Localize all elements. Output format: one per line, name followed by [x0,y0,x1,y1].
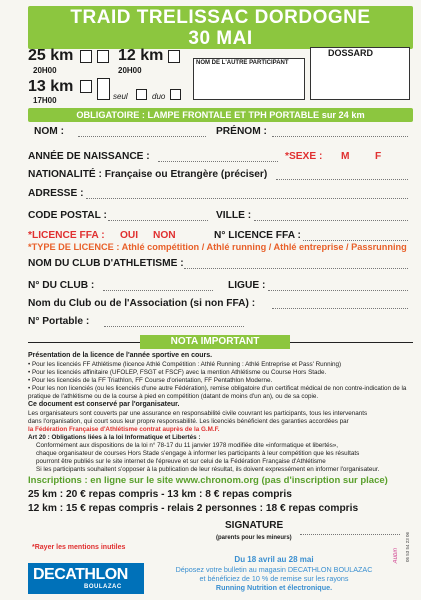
ligue-label: LIGUE : [228,280,266,291]
checkbox-12km[interactable] [97,50,109,63]
distance-12km-time: 20H00 [118,66,142,75]
licence-non-option[interactable]: NON [153,230,176,241]
distance-12km-label: 12 km [118,47,164,64]
club-asso-field[interactable] [272,308,408,309]
adresse-field[interactable] [86,198,408,199]
checkbox-12km-right[interactable] [168,50,180,63]
promo-line-4: Running Nutrition et électronique. [215,583,333,592]
nota-line-14: Si les participants souhaitent s'opposer à la publication de leur résultat, ils doivent expressément en informer l'organisateur. [36,466,380,473]
nota-line-2: • Pour les licenciés affinitaire (UFOLEP, FSGT et FSCF) avec la mention Athlétisme ou Course Hors Stade. [28,369,327,376]
prenom-label: PRÉNOM : [216,126,267,137]
nota-line-12: chaque organisateur de courses Hors Stade s'engage à informer les participants à leur compétition que les résultats [36,450,360,457]
club-field[interactable] [184,268,408,269]
title-line-1: TRAID TRELISSAC DORDOGNE [70,7,371,28]
distance-13km-label: 13 km [28,78,74,95]
nota-line-11: Conformément aux dispositions de la loi n° 78-17 du 11 janvier 1978 modifiée dite «informatique et libertés», [36,442,339,449]
inscriptions-line: Inscriptions : en ligne sur le site www.chronom.org (pas d'inscription sur place) [28,475,388,486]
sexe-label: *SEXE : [285,151,323,162]
decathlon-logo-text: DECATHLON [33,566,128,583]
nationalite-field[interactable] [276,179,408,180]
promo-line-1: Du 18 avril au 28 mai [234,555,314,564]
signature-label: SIGNATURE [225,520,284,531]
nota-line-6: Ce document est conservé par l'organisateur. [28,401,180,408]
checkbox-25km[interactable] [80,50,92,63]
seul-label: seul [113,92,128,101]
checkbox-duo[interactable] [170,89,181,100]
nota-line-3: • Pour les licenciés de la FF Triathlon, FF Course d'orientation, FF Pentathlon Moderne. [28,377,273,384]
no-licence-field[interactable] [303,240,408,241]
promo-line-2: Déposez votre bulletin au magasin DECATHLON BOULAZAC [175,565,373,574]
portable-label: N° Portable : [28,316,90,327]
nota-line-7: Les organisateurs sont couverts par une assurance en responsabilité civile couvrant les participants, tous les intervenants [28,410,368,417]
nota-banner: NOTA IMPORTANT [140,335,290,349]
side-phone-number: 05 53 54 23 06 [405,532,410,563]
licence-oui-option[interactable]: OUI [120,230,139,241]
decathlon-logo [28,563,144,594]
obligatoire-banner: OBLIGATOIRE : LAMPE FRONTALE ET TPH PORTABLE sur 24 km [28,108,413,122]
nationalite-label: NATIONALITÉ : Française ou Etrangère (préciser) [28,169,268,180]
checkbox-13km[interactable] [80,80,92,93]
type-licence-label: *TYPE DE LICENCE : Athlé compétition / Athlé running / Athlé entreprise / Passrunning [28,242,407,252]
no-licence-label: N° LICENCE FFA : [214,230,301,241]
no-club-field[interactable] [103,290,213,291]
prenom-field[interactable] [272,136,408,137]
distance-25km-label: 25 km [28,47,74,64]
adresse-label: ADRESSE : [28,188,84,199]
title-line-2: 30 MAI [188,28,253,49]
nota-line-0: Présentation de la licence de l'année sportive en cours. [28,352,213,359]
rayer-note: *Rayer les mentions inutiles [32,544,126,551]
nom-label: NOM : [34,126,64,137]
nota-line-9: la Fédération Française d'Athlétisme contrat auprès de la G.M.F. [28,426,220,433]
no-club-label: N° DU CLUB : [28,280,95,291]
club-asso-label: Nom du Club ou de l'Association (si non FFA) : [28,298,256,309]
naissance-label: ANNÉE DE NAISSANCE : [28,151,150,162]
price-line-2: 12 km : 15 € repas compris - relais 2 personnes : 18 € repas compris [28,503,359,514]
nota-line-1: • Pour les licenciés FF Athlétisme (licence Athlé Compétition : Athlé Running : Athlé Entreprise et Pass' Running) [28,361,342,368]
portable-field[interactable] [104,326,244,327]
ligue-field[interactable] [268,290,408,291]
nota-line-13: pourront être publiés sur le site internet de l'épreuve et sur celui de la Fédération Française d'Athlétisme [36,458,326,465]
decathlon-logo-sub: BOULAZAC [84,584,122,590]
price-line-1: 25 km : 20 € repas compris - 13 km : 8 € repas compris [28,489,292,500]
distance-13km-time: 17H00 [33,96,57,105]
side-signature: Aubin [393,548,399,564]
autre-participant-label: NOM DE L'AUTRE PARTICIPANT [196,60,289,66]
dossard-label: DOSSARD [328,48,374,58]
code-postal-label: CODE POSTAL : [28,210,107,221]
club-label: NOM DU CLUB D'ATHLETISME : [28,258,184,269]
nota-line-8: dans l'organisation, qui court sous leur propre responsabilité. Les licenciés bénéficient des garanties accordées par [28,418,349,425]
distance-25km-time: 20H00 [33,66,57,75]
signature-sub-label: (parents pour les mineurs) [216,535,292,541]
ville-label: VILLE : [216,210,252,221]
title-banner [28,6,413,49]
sexe-f-option[interactable]: F [375,151,382,162]
code-postal-field[interactable] [108,220,208,221]
nota-rule-right [290,342,413,343]
checkbox-seul[interactable] [136,89,147,100]
naissance-field[interactable] [158,161,278,162]
licence-ffa-label: *LICENCE FFA : [28,230,105,241]
promo-line-3: et bénéficiez de 10 % de remise sur les rayons [199,574,349,583]
sexe-m-option[interactable]: M [341,151,350,162]
signature-field[interactable] [300,534,400,535]
nom-field[interactable] [78,136,206,137]
nota-line-5: pratique de l'athlétisme ou de la course à pied en compétition (datant de moins d'un an), ou de sa copie. [28,393,319,400]
nota-rule-left [28,342,140,343]
nota-line-4: • Pour les non licenciés (ou les licenciés d'une autre Fédération), remise obligatoire d'un certificat médical de non contre-indication de la [28,385,407,392]
ville-field[interactable] [254,220,408,221]
duo-label: duo [152,92,166,101]
nota-line-10: Art 20 : Obligations liées à la loi Informatique et Libertés : [28,434,201,441]
checkbox-13km-format[interactable] [97,78,110,100]
